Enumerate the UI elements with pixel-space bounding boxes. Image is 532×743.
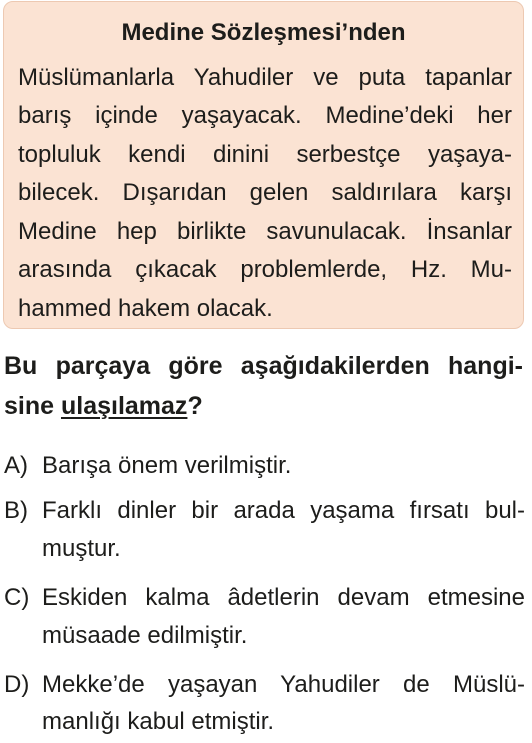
passage-line: topluluk kendi dinini serbestçe yaşaya- [18,141,512,168]
option-letter: B) [4,497,28,524]
question-mark: ? [187,392,203,420]
passage-title: Medine Sözleşmesi’nden [121,19,406,46]
passage-line: bilecek. Dışarıdan gelen saldırılara karşı [18,179,512,206]
option-text: Farklı dinler bir arada yaşama fırsatı bul- [42,497,525,524]
option-letter: C) [4,584,30,611]
option-c[interactable] [4,583,525,613]
question-line-1: Bu parçaya göre aşağıdakilerden hangi- [4,352,523,380]
question-prefix: sine [4,392,61,420]
passage-line: arasında çıkacak problemlerde, Hz. Mu- [18,256,512,283]
question-keyword-underlined: ulaşılamaz [60,392,188,420]
option-text: Eskiden kalma âdetlerin devam etmesine [42,584,525,611]
passage-line: barış içinde yaşayacak. Medine’deki her [18,102,512,129]
option-d-continuation: manlığı kabul etmiştir. [42,708,275,735]
option-c-continuation: müsaade edilmiştir. [42,622,248,649]
option-b-continuation: muştur. [42,535,121,562]
option-text: Mekke’de yaşayan Yahudiler de Müslü- [42,671,525,698]
option-b[interactable] [4,496,525,526]
option-d[interactable] [4,670,525,700]
option-text: Barışa önem verilmiştir. [42,452,292,479]
passage-box [3,1,524,329]
passage-line: hammed hakem olacak. [18,295,273,322]
passage-line: Medine hep birlikte savunulacak. İnsanlar [18,218,512,245]
option-a[interactable] [4,451,291,481]
passage-line: Müslümanlarla Yahudiler ve puta tapanlar [18,64,512,91]
question-line-2 [4,391,203,421]
option-letter: D) [4,671,30,698]
option-letter: A) [4,452,28,479]
